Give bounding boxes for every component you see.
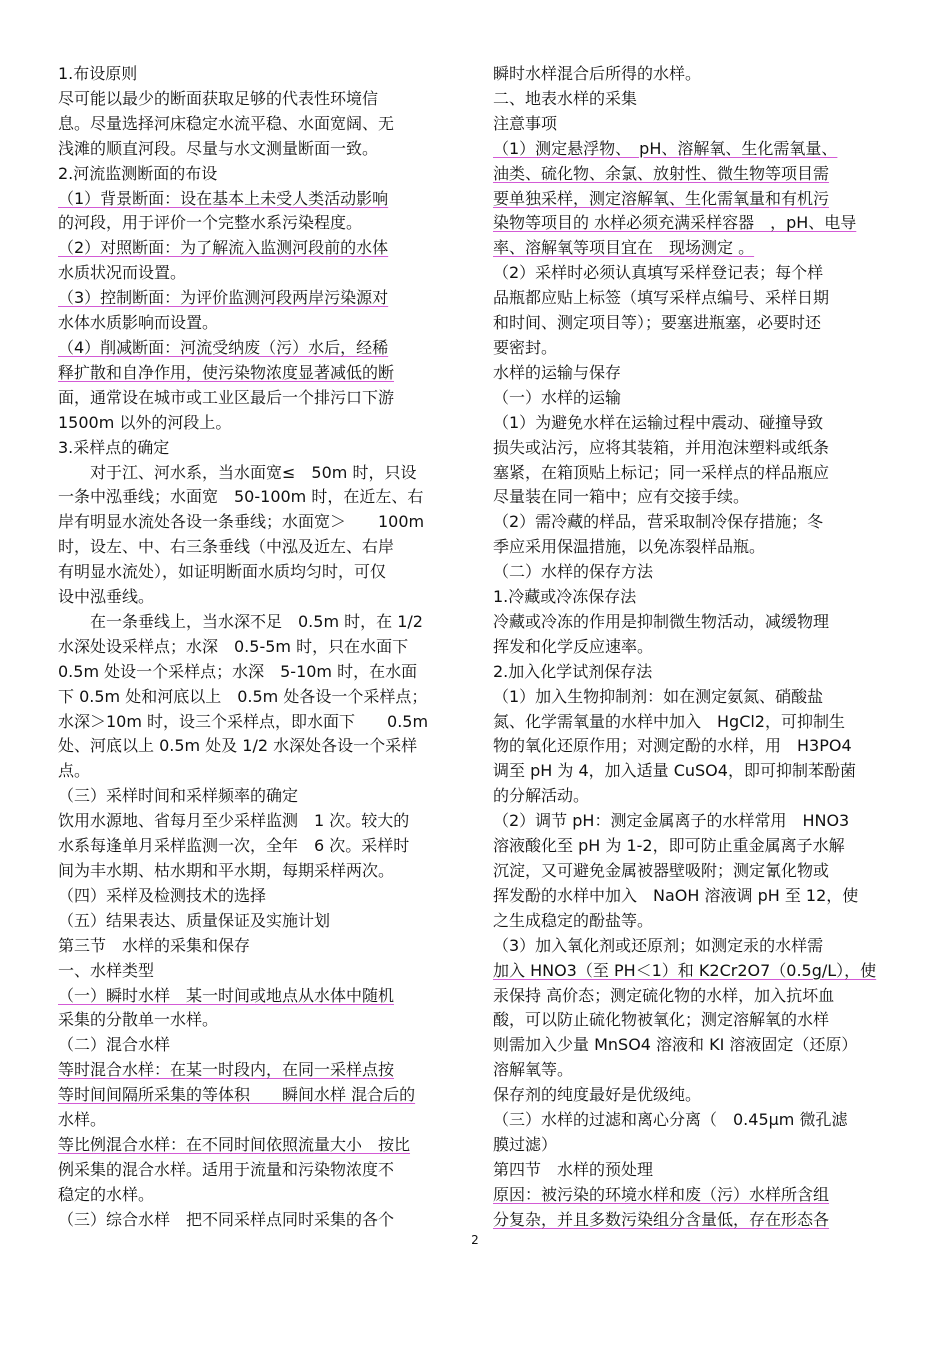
text-line: （2）对照断面：为了解流入监测河段前的水体	[58, 238, 389, 258]
text-line: （四）采样及检测技术的选择	[58, 885, 267, 905]
text-line: 分复杂，并且多数污染组分含量低，存在形态各	[493, 1209, 830, 1229]
text-line: 酸，可以防止硫化物被氧化；测定溶解氧的水样	[493, 1010, 830, 1030]
text-line: （1）加入生物抑制剂：如在测定氨氮、硝酸盐	[493, 686, 824, 706]
text-line: 一条中泓垂线；水面宽 50-100m 时，在近左、右	[58, 487, 424, 507]
text-line: 第四节 水样的预处理	[493, 1159, 654, 1179]
text-line: 间为丰水期、枯水期和平水期，每期采样两次。	[58, 861, 395, 880]
text-line: 点。	[58, 761, 91, 781]
text-line: （五）结果表达、质量保证及实施计划	[58, 910, 331, 930]
text-line: 冷藏或冷冻的作用是抑制微生物活动，减缓物理	[493, 611, 830, 631]
text-line: 水深＞10m 时，设三个采样点，即水面下 0.5m	[58, 711, 429, 731]
text-line: 时，设左、中、右三条垂线（中泓及近左、右岸	[58, 537, 395, 557]
text-line: 1.布设原则	[58, 64, 138, 83]
text-line: 和时间、测定项目等）；要塞进瓶塞，必要时还	[493, 313, 822, 333]
text-line: （三）采样时间和采样频率的确定	[58, 786, 299, 806]
text-line: 0.5m 处设一个采样点；水深 5-10m 时，在水面	[58, 661, 418, 681]
text-line: 溶解氧等。	[493, 1060, 574, 1080]
text-line: 水样。	[58, 1110, 107, 1130]
text-line: （1）为避免水样在运输过程中震动、碰撞导致	[493, 412, 824, 432]
text-line: 水系每逢单月采样监测一次，全年 6 次。采样时	[58, 836, 410, 856]
text-line: 1500m 以外的河段上。	[58, 412, 232, 432]
text-line: 品瓶都应贴上标签（填写采样点编号、采样日期	[493, 288, 830, 308]
right-column	[493, 62, 893, 1233]
left-column	[58, 62, 458, 1233]
text-line: 在一条垂线上，当水深不足 0.5m 时，在 1/2	[58, 611, 423, 631]
text-line: （4）削减断面：河流受纳废（污）水后，经稀	[58, 337, 389, 357]
text-line: 挥发和化学反应速率。	[493, 636, 654, 656]
text-line: 设中泓垂线。	[58, 587, 155, 607]
text-line: 岸有明显水流处各设一条垂线；水面宽＞ 100m	[58, 512, 425, 532]
text-line: 之生成稳定的酚盐等。	[493, 910, 654, 930]
text-line: 1.冷藏或冷冻保存法	[493, 587, 637, 607]
text-line: 物的氧化还原作用；对测定酚的水样，用 H3PO4	[493, 736, 852, 756]
text-line: （二）混合水样	[58, 1035, 171, 1055]
text-line: （2）调节 pH：测定金属离子的水样常用 HNO3	[493, 811, 850, 831]
text-line: 膜过滤）	[493, 1134, 558, 1154]
text-line: （三）水样的过滤和离心分离（ 0.45μm 微孔滤	[493, 1110, 848, 1130]
text-line: （一）水样的运输	[493, 387, 622, 407]
text-line: 季应采用保温措施，以免冻裂样品瓶。	[493, 537, 766, 557]
text-line: （1）背景断面：设在基本上未受人类活动影响	[58, 188, 389, 208]
text-line: 挥发酚的水样中加入 NaOH 溶液调 pH 至 12，使	[493, 885, 859, 905]
text-line: 的分解活动。	[493, 786, 590, 806]
page-number: 2	[471, 1233, 479, 1247]
text-line: 2.加入化学试剂保存法	[493, 661, 653, 681]
text-line: 加入 HNO3（至 PH＜1）和 K2Cr2O7（0.5g/L），使	[493, 960, 877, 980]
text-line: 要单独采样，测定溶解氧、生化需氧量和有机污	[493, 188, 830, 208]
text-line: 要密封。	[493, 337, 558, 357]
text-line: （三）综合水样 把不同采样点同时采集的各个	[58, 1209, 395, 1229]
text-line: 的河段，用于评价一个完整水系污染程度。	[58, 213, 363, 233]
text-line: （一）瞬时水样 某一时间或地点从水体中随机	[58, 985, 395, 1005]
text-line: 水质状况而设置。	[58, 263, 187, 283]
text-line: 采集的分散单一水样。	[58, 1010, 219, 1030]
text-line: 二、地表水样的采集	[493, 88, 638, 108]
text-line: 保存剂的纯度最好是优级纯。	[493, 1085, 702, 1105]
text-line: 水体水质影响而设置。	[58, 313, 219, 333]
text-line: 原因：被污染的环境水样和废（污）水样所含组	[493, 1184, 830, 1204]
text-line: 饮用水源地、省每月至少采样监测 1 次。较大的	[58, 811, 410, 831]
text-line: 面，通常设在城市或工业区最后一个排污口下游	[58, 387, 395, 407]
text-line: 溶液酸化至 pH 为 1-2，即可防止重金属离子水解	[493, 836, 845, 856]
text-line: 损失或沾污，应将其装箱，并用泡沫塑料或纸条	[493, 437, 830, 457]
text-line: （3）加入氧化剂或还原剂；如测定汞的水样需	[493, 935, 824, 955]
text-line: 氮、化学需氧量的水样中加入 HgCl2，可抑制生	[493, 711, 845, 731]
text-line: 瞬时水样混合后所得的水样。	[493, 64, 702, 83]
text-line: （二）水样的保存方法	[493, 562, 654, 582]
text-line: 水样的运输与保存	[493, 362, 622, 382]
text-line: 等比例混合水样：在不同时间依照流量大小 按比	[58, 1134, 411, 1154]
text-line: 一、水样类型	[58, 960, 155, 980]
text-line: 例采集的混合水样。适用于流量和污染物浓度不	[58, 1159, 395, 1179]
text-line: 对于江、河水系，当水面宽≤ 50m 时，只设	[58, 462, 417, 482]
text-line: 下 0.5m 处和河底以上 0.5m 处各设一个采样点；	[58, 686, 428, 706]
text-line: 稳定的水样。	[58, 1184, 155, 1204]
text-line: 3.采样点的确定	[58, 437, 170, 457]
text-line: 有明显水流处），如证明断面水质均匀时，可仅	[58, 562, 387, 582]
text-line: 息。尽量选择河床稳定水流平稳、水面宽阔、无	[58, 113, 395, 133]
text-line: 等时间间隔所采集的等体积 瞬间水样 混合后的	[58, 1085, 416, 1105]
text-line: 调至 pH 为 4，加入适量 CuSO4，即可抑制苯酚菌	[493, 761, 856, 781]
text-line: 第三节 水样的采集和保存	[58, 935, 251, 955]
text-line: （2）需冷藏的样品，营采取制冷保存措施；冬	[493, 512, 824, 532]
text-line: （1）测定悬浮物、 pH、溶解氧、生化需氧量、	[493, 138, 838, 158]
text-line: （2）采样时必须认真填写采样登记表；每个样	[493, 263, 824, 283]
text-line: 尽量装在同一箱中；应有交接手续。	[493, 487, 750, 507]
text-line: 沉淀，又可避免金属被器壁吸附；测定氰化物或	[493, 861, 830, 880]
text-line: 油类、硫化物、余氯、放射性、微生物等项目需	[493, 163, 830, 183]
text-line: 水深处设采样点；水深 0.5-5m 时，只在水面下	[58, 636, 409, 656]
text-line: 染物等项目的 水样必须充满采样容器 ，pH、电导	[493, 213, 857, 233]
text-line: 注意事项	[493, 113, 558, 133]
text-line: 等时混合水样：在某一时段内，在同一采样点按	[58, 1060, 395, 1080]
text-line: 率、溶解氧等项目宜在 现场测定 。	[493, 238, 755, 258]
text-line: 汞保持 高价态；测定硫化物的水样，加入抗坏血	[493, 985, 835, 1005]
text-line: 释扩散和自净作用，使污染物浓度显著减低的断	[58, 362, 395, 382]
text-line: 则需加入少量 MnSO4 溶液和 KI 溶液固定（还原）	[493, 1035, 858, 1055]
text-line: 尽可能以最少的断面获取足够的代表性环境信	[58, 88, 379, 108]
text-line: （3）控制断面：为评价监测河段两岸污染源对	[58, 288, 389, 308]
text-line: 2.河流监测断面的布设	[58, 163, 218, 183]
text-line: 处、河底以上 0.5m 处及 1/2 水深处各设一个采样	[58, 736, 418, 756]
text-line: 浅滩的顺直河段。尽量与水文测量断面一致。	[58, 138, 379, 158]
text-line: 塞紧，在箱顶贴上标记；同一采样点的样品瓶应	[493, 462, 830, 482]
